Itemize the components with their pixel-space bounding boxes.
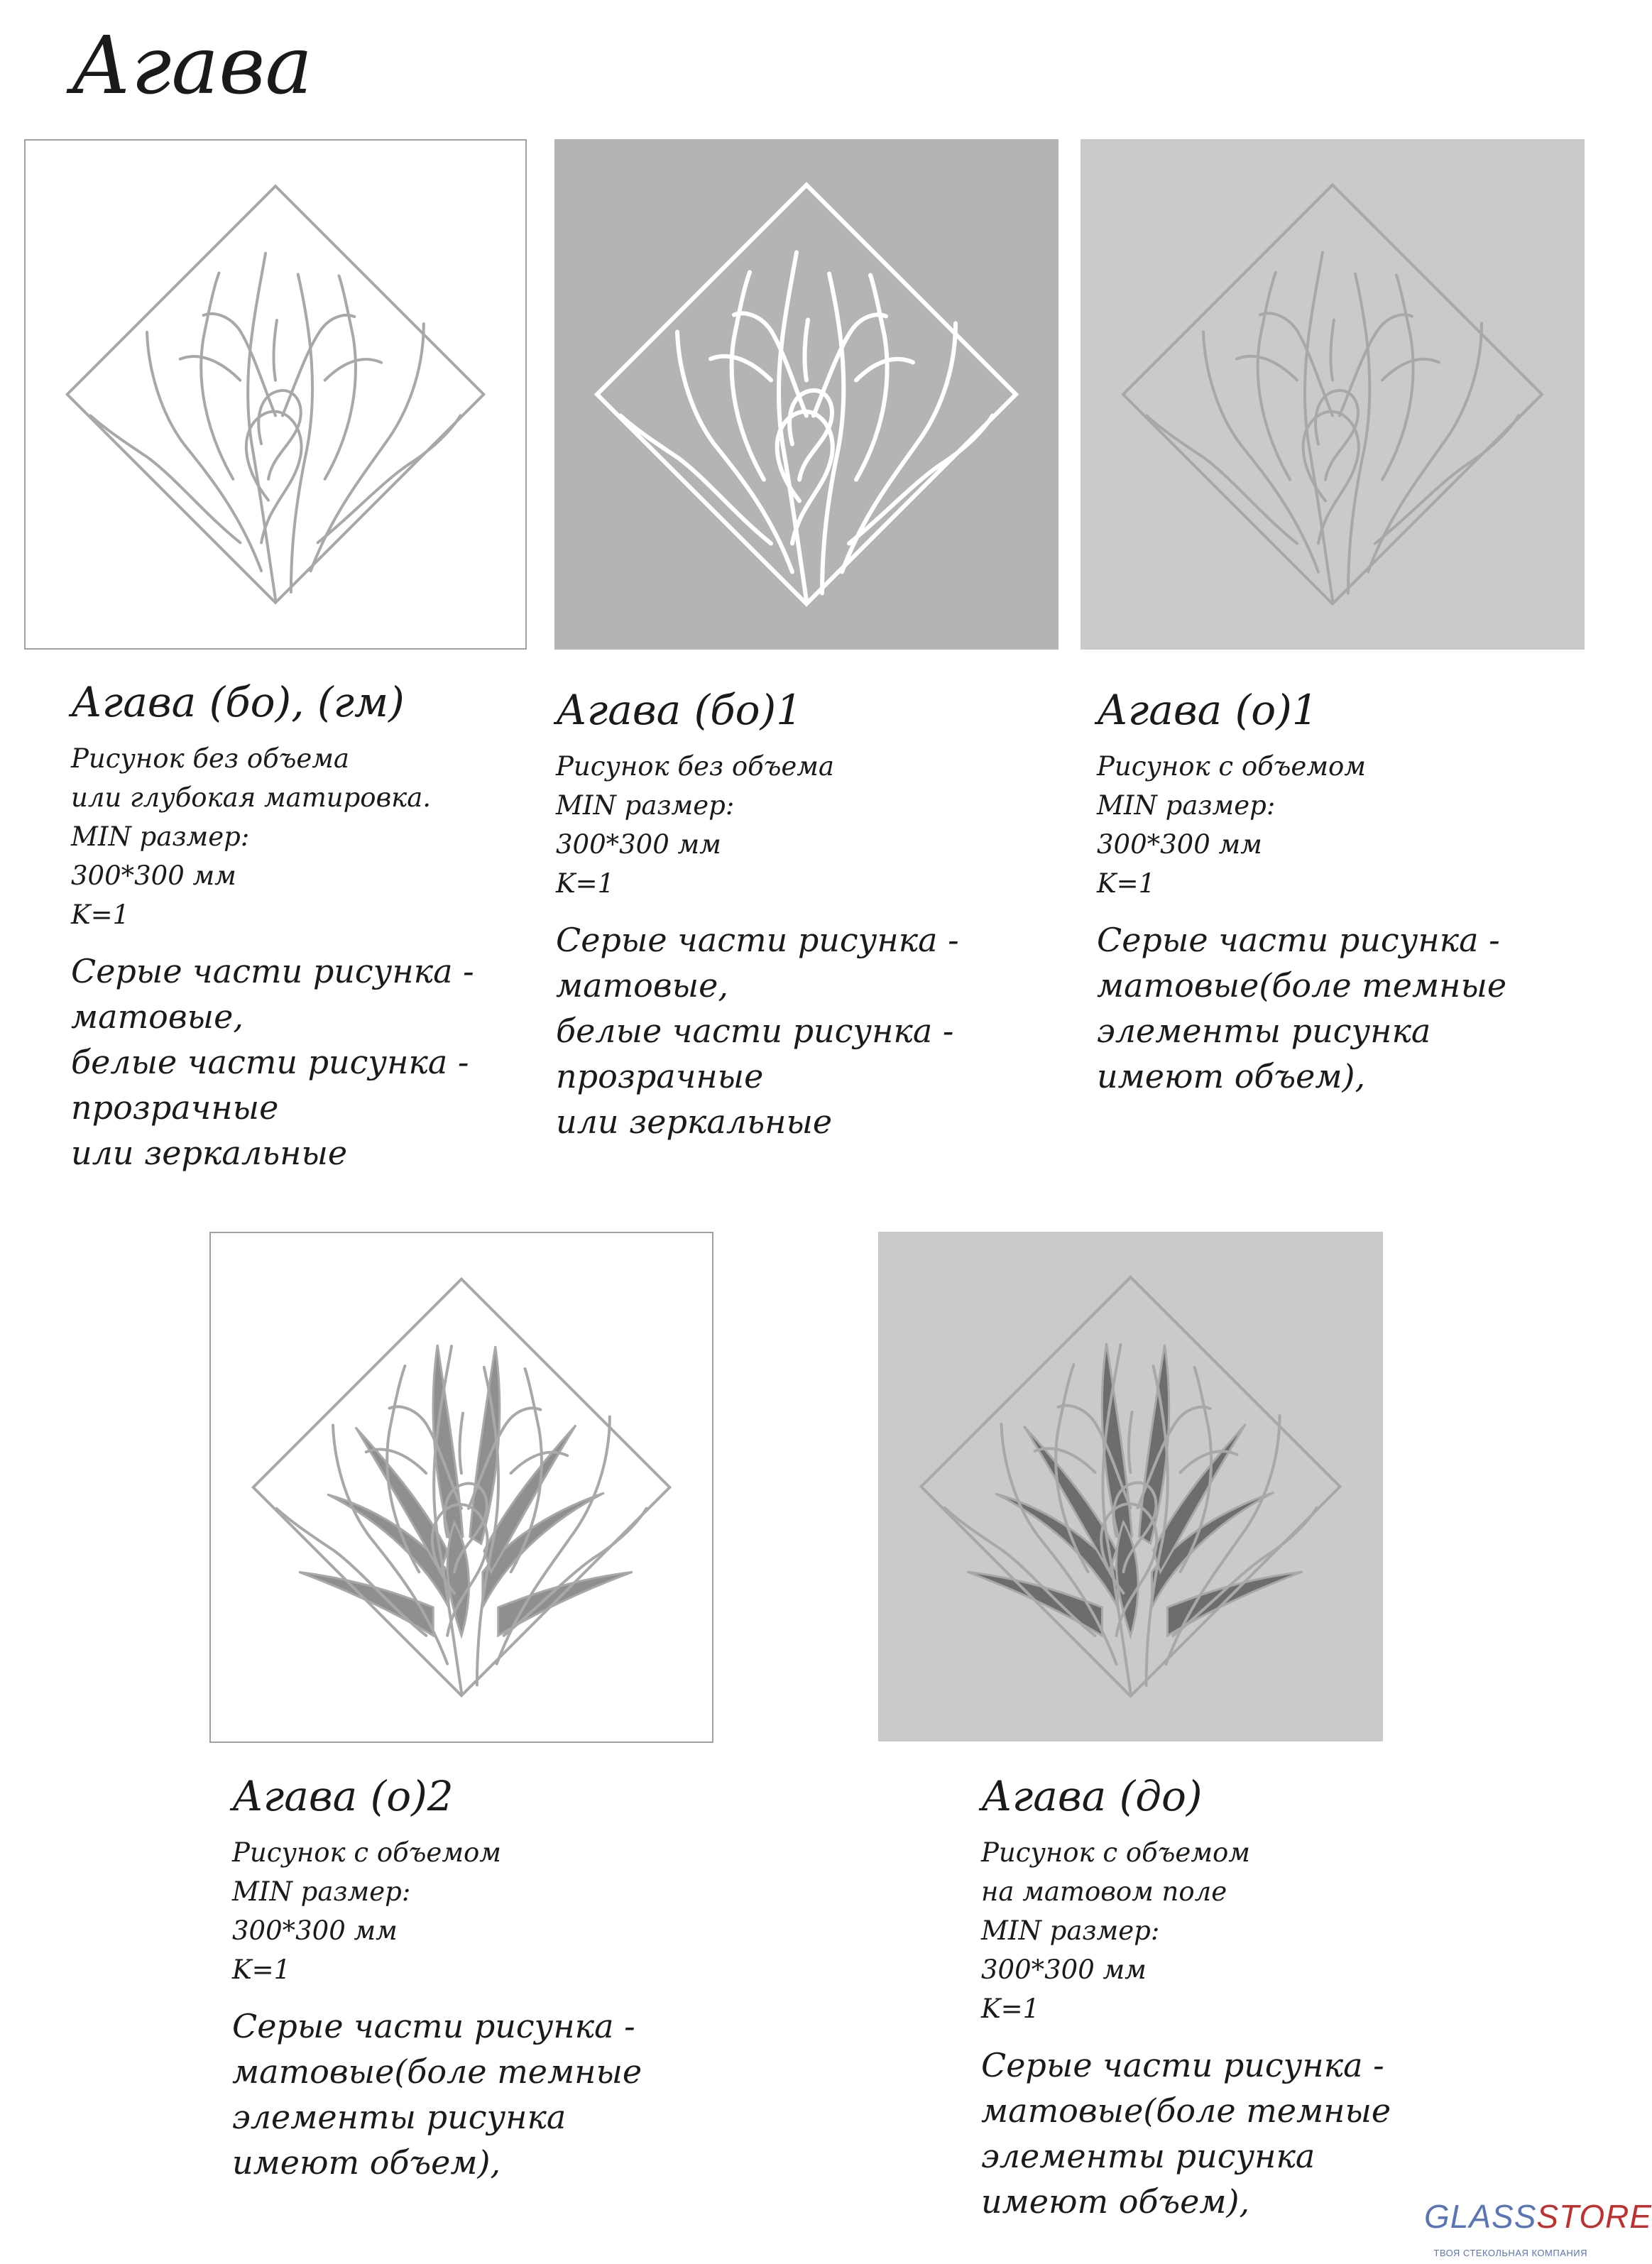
variant-name: Агава (до)	[981, 1772, 1203, 1820]
agave-leaf-line	[804, 320, 808, 381]
agave-leaf-line	[246, 412, 302, 543]
agave-leaf-line	[945, 1508, 1095, 1636]
agave-leaf-line	[1315, 390, 1358, 480]
agave-leaf-line	[1303, 412, 1359, 544]
agave-leaf-line	[620, 416, 771, 544]
variant-name: Агава (бо)1	[556, 686, 803, 734]
variant-note: Серые части рисунка - матовые(боле темные элементы рисунка имеют объем),	[1097, 921, 1507, 1095]
agave-leaf-line	[276, 1509, 426, 1636]
glass-store-logo	[1423, 2193, 1652, 2264]
panel-agava-do	[878, 1232, 1383, 1741]
agave-leaf-line	[318, 415, 461, 542]
variant-note: Серые части рисунка - матовые(боле темные элементы рисунка имеют объем),	[981, 2046, 1391, 2221]
variant-note: Серые части рисунка - матовые(боле темные элементы рисунка имеют объем),	[232, 2007, 642, 2182]
agava-pattern-filled	[878, 1232, 1383, 1741]
panel-agava-bo1	[554, 139, 1059, 650]
agave-leaf-line	[1147, 416, 1297, 544]
variant-note: Серые части рисунка - матовые, белые части рисунка - прозрачные или зеркальные	[556, 921, 959, 1141]
logo-tagline: ТВОЯ СТЕКОЛЬНАЯ КОМПАНИЯ	[1433, 2248, 1587, 2258]
panel-agava-bo-gm	[24, 139, 527, 650]
variant-specs: Рисунок с объемом на матовом поле MIN размер: 300*300 мм K=1	[981, 1837, 1250, 2024]
agave-leaf-line	[1330, 320, 1334, 381]
agave-leaf-line	[90, 415, 240, 542]
agave-leaf-line	[1237, 356, 1297, 381]
agave-leaf-line	[1382, 359, 1439, 381]
page-title: Агава	[71, 20, 313, 112]
diamond-frame	[67, 186, 484, 603]
logo-wordmark: GLASSSTORE	[1424, 2198, 1652, 2235]
agave-leaf-line	[1375, 416, 1519, 544]
caption-agava-o2	[232, 1772, 642, 2185]
panel-agava-o2	[209, 1232, 713, 1743]
agave-leaf-line	[677, 332, 792, 572]
variant-name: Агава (о)2	[232, 1772, 454, 1820]
agave-leaf-line	[711, 356, 771, 381]
diamond-frame	[597, 185, 1016, 604]
agave-leaf-line	[1129, 1412, 1132, 1472]
agave-leaf-line	[459, 1413, 463, 1474]
agave-leaf-line	[201, 273, 233, 478]
caption-agava-bo1	[556, 686, 959, 1144]
variant-specs: Рисунок с объемом MIN размер: 300*300 мм K=1	[232, 1837, 501, 1985]
agave-leaf-line	[180, 356, 241, 381]
agava-pattern-filled	[211, 1233, 712, 1741]
variant-specs: Рисунок с объемом MIN размер: 300*300 мм K=1	[1097, 751, 1366, 899]
agava-pattern-outline	[26, 141, 525, 648]
agave-leaf-line	[1203, 332, 1318, 572]
agava-pattern-outline	[554, 139, 1059, 650]
caption-agava-do	[981, 1772, 1391, 2224]
agave-leaf-line	[325, 359, 382, 381]
caption-agava-o1	[1097, 686, 1506, 1099]
variant-specs: Рисунок без объема MIN размер: 300*300 мм K=1	[556, 751, 834, 899]
agave-leaf-line	[258, 390, 300, 479]
agave-leaf-line	[1258, 273, 1290, 480]
agava-pattern-outline	[1081, 139, 1585, 650]
agave-leaf-line	[856, 359, 913, 381]
diamond-frame	[1123, 185, 1542, 604]
agave-leaf-line	[732, 273, 764, 480]
agave-leaf-line	[273, 320, 277, 381]
variant-name: Агава (бо), (гм)	[71, 678, 405, 726]
variant-note: Серые части рисунка - матовые, белые части рисунка - прозрачные или зеркальные	[71, 952, 474, 1172]
variant-name: Агава (о)1	[1097, 686, 1318, 734]
variant-specs: Рисунок без объема или глубокая матировка. MIN размер: 300*300 мм K=1	[71, 743, 432, 930]
agave-leaf-line	[147, 332, 261, 571]
agave-leaf-line	[789, 390, 832, 480]
caption-agava-bo-gm	[71, 678, 474, 1176]
panel-agava-o1	[1081, 139, 1585, 650]
